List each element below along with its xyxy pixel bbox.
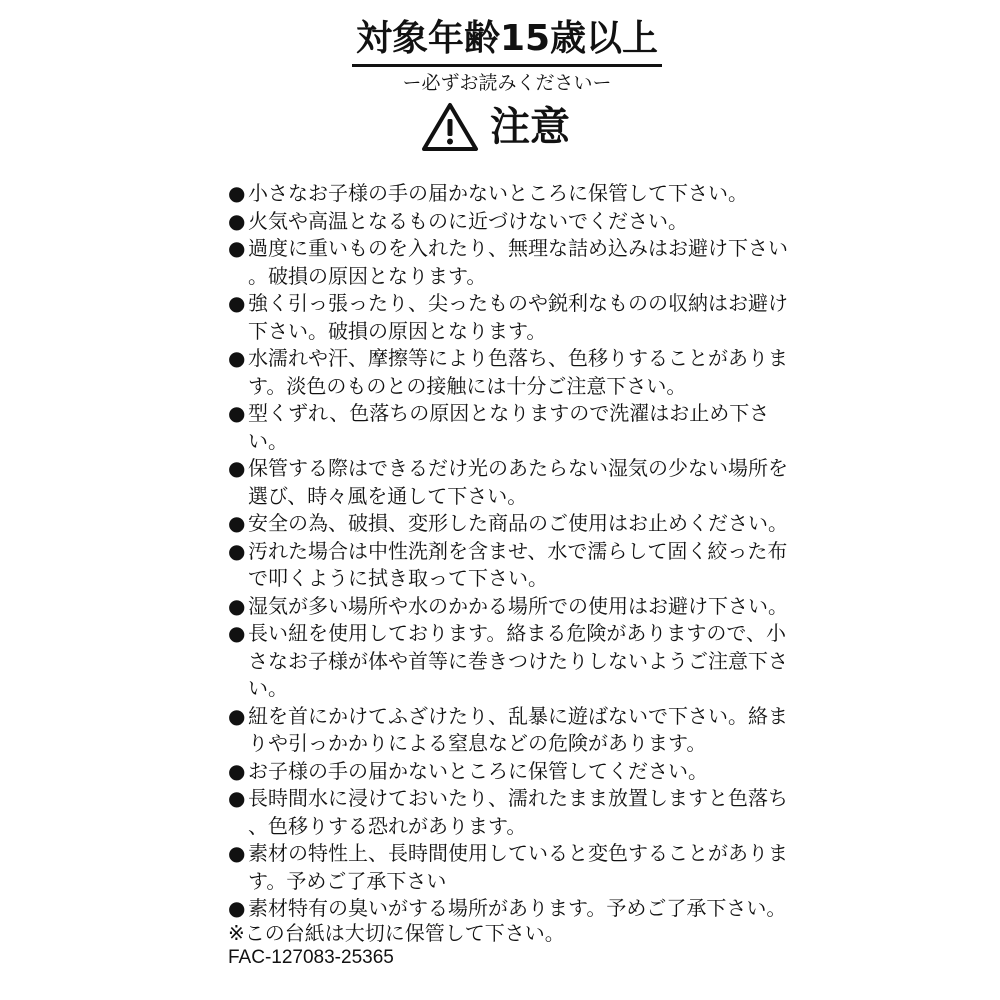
- caution-title: 注意: [490, 104, 570, 150]
- footnote: ※この台紙は大切に保管して下さい。: [228, 921, 565, 945]
- bullet: ●: [228, 401, 246, 425]
- list-item: [228, 593, 808, 621]
- caution-text: 長い紐を使用しております。絡まる危険がありますので、小さなお子様が体や首等に巻きつけたりしないようご注意下さい。: [248, 621, 788, 700]
- bullet: ●: [228, 786, 246, 810]
- caution-text: 安全の為、破損、変形した商品のご使用はお止めください。: [248, 511, 788, 535]
- bullet: ●: [228, 346, 246, 370]
- list-item: [228, 235, 808, 290]
- list-item: [228, 758, 808, 786]
- bullet: ●: [228, 208, 246, 233]
- list-item: [228, 620, 808, 703]
- age-title: 対象年齢15歳以上: [355, 18, 659, 59]
- caution-text: 型くずれ、色落ちの原因となりますので洗濯はお止め下さい。: [248, 401, 770, 453]
- list-item: [228, 400, 808, 455]
- caution-text: 過度に重いものを入れたり、無理な詰め込みはお避け下さい。破損の原因となります。: [248, 236, 788, 288]
- age-title-underline: [352, 64, 662, 67]
- caution-text: 強く引っ張ったり、尖ったものや鋭利なものの収納はお避け下さい。破損の原因となります。: [248, 291, 788, 343]
- caution-list: [228, 180, 808, 923]
- bullet: ●: [228, 181, 246, 205]
- list-item: [228, 345, 808, 400]
- caution-text: 汚れた場合は中性洗剤を含ませ、水で濡らして固く絞った布で叩くように拭き取って下さい。: [248, 538, 788, 590]
- bullet: ●: [228, 841, 246, 865]
- list-item: [228, 290, 808, 345]
- list-item: [228, 538, 808, 593]
- caution-text: 保管する際はできるだけ光のあたらない湿気の少ない場所を選び、時々風を通して下さい。: [248, 456, 788, 508]
- list-item: [228, 510, 808, 538]
- list-item: [228, 703, 808, 758]
- caution-text: 水濡れや汗、摩擦等により色落ち、色移りすることがあります。淡色のものとの接触には十分ご注意下さい。: [248, 346, 788, 398]
- list-item: [228, 840, 808, 895]
- bullet: ●: [228, 291, 246, 315]
- list-item: [228, 785, 808, 840]
- bullet: ●: [228, 456, 246, 480]
- bullet: ●: [228, 621, 246, 645]
- caution-text: 素材の特性上、長時間使用していると変色することがあります。予めご了承下さい: [248, 841, 788, 893]
- caution-text: 火気や高温となるものに近づけないでください。: [248, 208, 688, 233]
- caution-text: 湿気が多い場所や水のかかる場所での使用はお避け下さい。: [248, 593, 788, 618]
- bullet: ●: [228, 758, 246, 783]
- caution-text: 紐を首にかけてふざけたり、乱暴に遊ばないで下さい。絡まりや引っかかりによる窒息などの危険があります。: [248, 703, 788, 755]
- bullet: ●: [228, 703, 246, 728]
- caution-text: 小さなお子様の手の届かないところに保管して下さい。: [248, 181, 748, 205]
- product-code: FAC-127083-25365: [228, 947, 394, 968]
- bullet: ●: [228, 538, 246, 563]
- bullet: ●: [228, 896, 246, 920]
- warning-triangle-icon: [420, 100, 480, 154]
- caution-text: お子様の手の届かないところに保管してください。: [248, 758, 708, 783]
- caution-text: 長時間水に浸けておいたり、濡れたまま放置しますと色落ち、色移りする恐れがあります。: [248, 786, 788, 838]
- list-item: [228, 895, 808, 923]
- bullet: ●: [228, 236, 246, 260]
- caution-text: 素材特有の臭いがする場所があります。予めご了承下さい。: [248, 896, 787, 920]
- read-note: ー必ずお読みくださいー: [402, 72, 612, 94]
- bullet: ●: [228, 511, 246, 535]
- list-item: [228, 455, 808, 510]
- list-item: [228, 208, 808, 236]
- list-item: [228, 180, 808, 208]
- bullet: ●: [228, 593, 246, 618]
